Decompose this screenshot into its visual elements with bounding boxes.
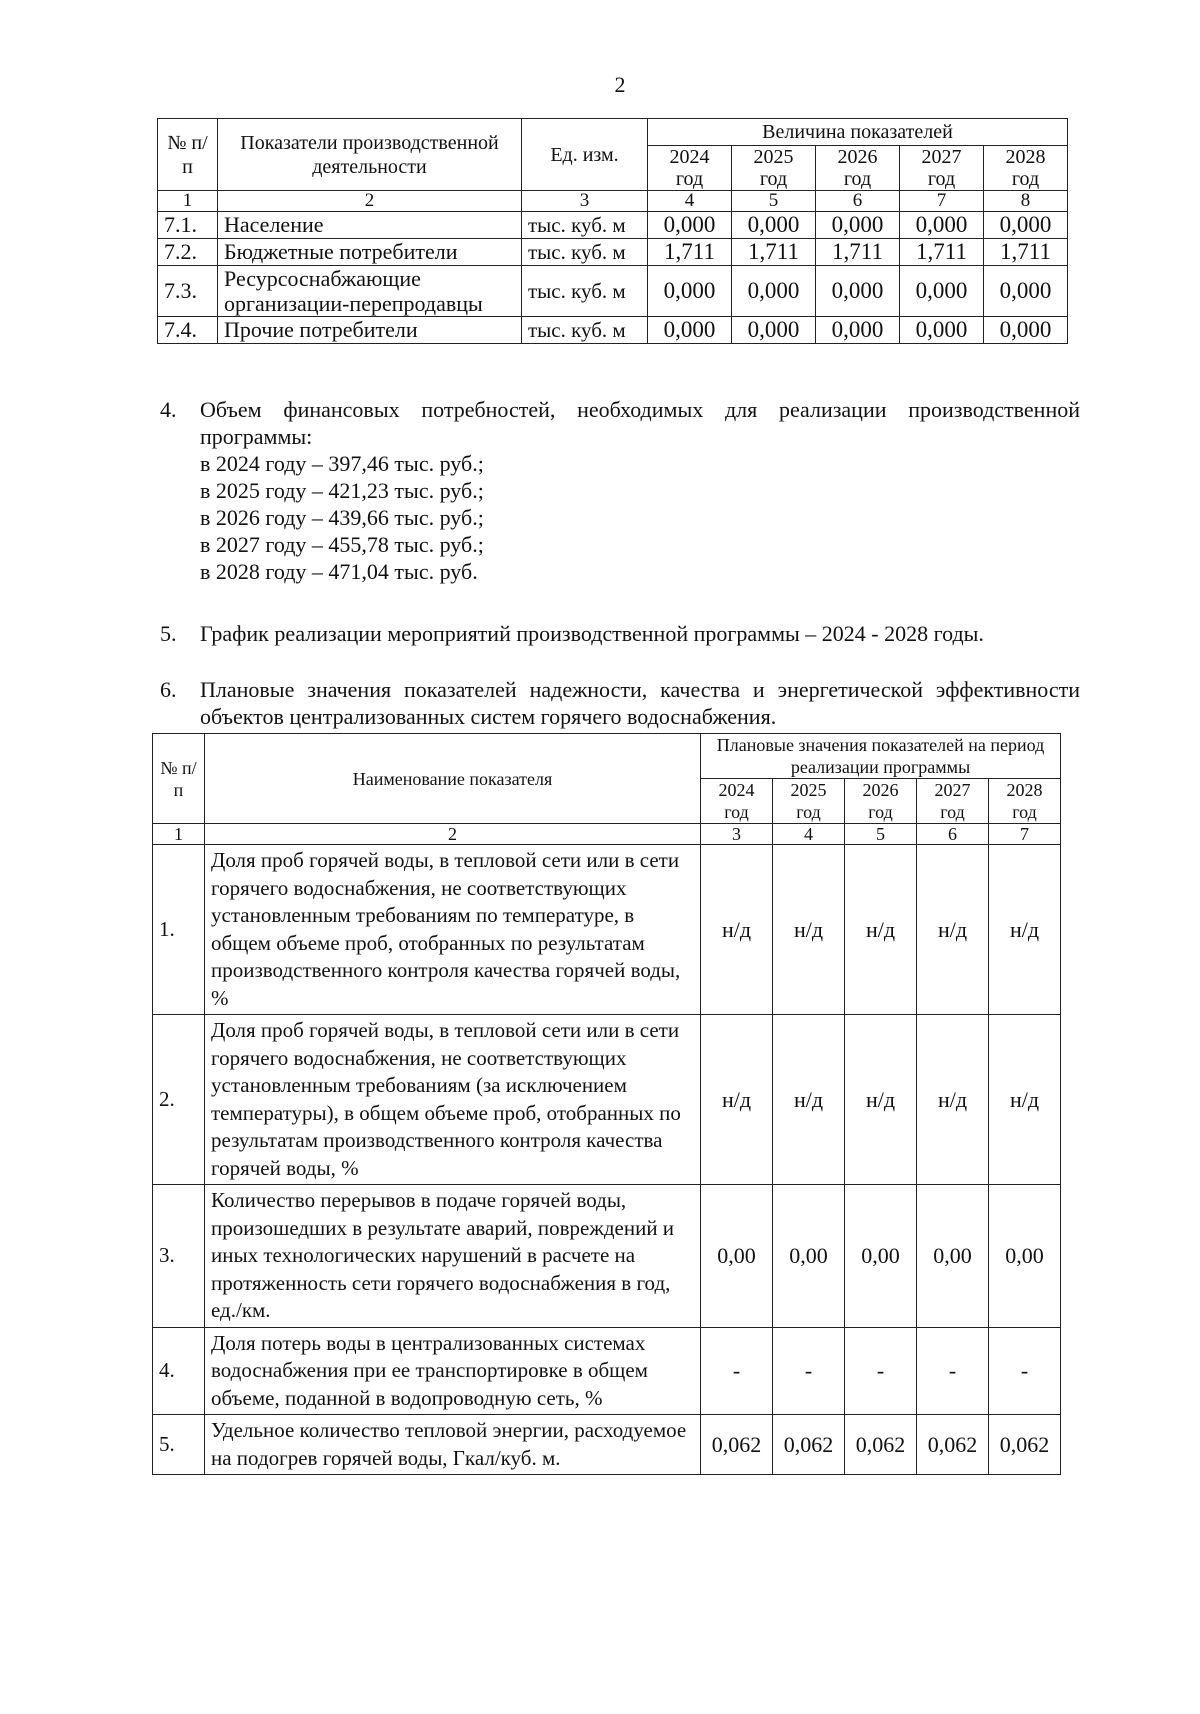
financial-year-line: в 2028 году – 471,04 тыс. руб. xyxy=(200,559,478,584)
section-5 xyxy=(160,620,1080,647)
row-num: 2. xyxy=(153,1015,205,1185)
row-value: 0,000 xyxy=(732,212,816,239)
section-4 xyxy=(160,396,1080,585)
row-unit: тыс. куб. м xyxy=(522,317,648,344)
row-value: 0,000 xyxy=(984,266,1068,317)
t1-header-year: 2027 год xyxy=(900,146,984,191)
row-value: н/д xyxy=(773,845,845,1015)
financial-year-line: в 2025 году – 421,23 тыс. руб.; xyxy=(200,478,484,503)
t1-header-year: 2025 год xyxy=(732,146,816,191)
t1-index-cell: 4 xyxy=(648,191,732,212)
row-value: - xyxy=(773,1327,845,1415)
t2-index-cell: 2 xyxy=(205,824,701,845)
row-unit: тыс. куб. м xyxy=(522,212,648,239)
row-value: 0,000 xyxy=(648,266,732,317)
table-row xyxy=(153,1415,1061,1475)
t1-index-cell: 1 xyxy=(158,191,218,212)
row-value: н/д xyxy=(989,1015,1061,1185)
row-name: Население xyxy=(218,212,522,239)
row-value: 0,00 xyxy=(773,1185,845,1328)
table-row xyxy=(153,845,1061,1015)
section-4-number: 4. xyxy=(160,397,177,422)
t1-header-year: 2028 год xyxy=(984,146,1068,191)
row-value: 0,000 xyxy=(900,212,984,239)
t2-header-values-group: Плановые значения показателей на период реализации программы xyxy=(701,734,1061,779)
row-value: 0,062 xyxy=(773,1415,845,1475)
row-value: 0,000 xyxy=(732,317,816,344)
row-value: 1,711 xyxy=(900,239,984,266)
row-value: 0,00 xyxy=(845,1185,917,1328)
t1-index-cell: 7 xyxy=(900,191,984,212)
row-value: 1,711 xyxy=(984,239,1068,266)
section-6-number: 6. xyxy=(160,677,177,702)
row-name: Удельное количество тепловой энергии, расходуемое на подогрев горячей воды, Гкал/куб. м. xyxy=(205,1415,701,1475)
financial-year-line: в 2026 году – 439,66 тыс. руб.; xyxy=(200,505,484,530)
section-5-number: 5. xyxy=(160,621,177,646)
row-value: 0,000 xyxy=(816,266,900,317)
table-row xyxy=(158,317,1068,344)
row-value: 0,062 xyxy=(989,1415,1061,1475)
row-value: 0,062 xyxy=(701,1415,773,1475)
row-value: 0,000 xyxy=(984,212,1068,239)
table-row xyxy=(158,239,1068,266)
row-name: Доля потерь воды в централизованных системах водоснабжения при ее транспортировке в общем объеме, поданной в водопроводную сеть, % xyxy=(205,1327,701,1415)
t1-index-cell: 8 xyxy=(984,191,1068,212)
row-name: Бюджетные потребители xyxy=(218,239,522,266)
row-value: 1,711 xyxy=(732,239,816,266)
financial-year-line: в 2024 году – 397,46 тыс. руб.; xyxy=(200,451,484,476)
section-6 xyxy=(160,676,1080,730)
row-num: 4. xyxy=(153,1327,205,1415)
t2-index-cell: 5 xyxy=(845,824,917,845)
row-value: 0,000 xyxy=(984,317,1068,344)
row-name: Ресурсоснабжающие организации-перепродавцы xyxy=(218,266,522,317)
t2-header-year: 2025 год xyxy=(773,779,845,824)
t1-header-year: 2024 год xyxy=(648,146,732,191)
section-4-text: Объем финансовых потребностей, необходимых для реализации производственной программы: xyxy=(200,397,1080,449)
t1-header-year: 2026 год xyxy=(816,146,900,191)
row-unit: тыс. куб. м xyxy=(522,266,648,317)
t1-index-cell: 6 xyxy=(816,191,900,212)
row-name: Прочие потребители xyxy=(218,317,522,344)
t1-header-name: Показатели производственной деятельности xyxy=(218,119,522,191)
production-indicators-table xyxy=(157,118,1068,344)
t1-header-values-group: Величина показателей xyxy=(648,119,1068,146)
t2-header-year: 2024 год xyxy=(701,779,773,824)
t1-index-cell: 5 xyxy=(732,191,816,212)
row-value: 0,00 xyxy=(989,1185,1061,1328)
row-name: Доля проб горячей воды, в тепловой сети или в сети горячего водоснабжения, не соответствующих установленным требованиям по температуре, в общем объеме проб, отобранных по результатам производственного контроля качества горячей воды, % xyxy=(205,845,701,1015)
row-num: 7.1. xyxy=(158,212,218,239)
row-value: н/д xyxy=(917,1015,989,1185)
row-value: н/д xyxy=(845,1015,917,1185)
t2-index-cell: 6 xyxy=(917,824,989,845)
section-6-text: Плановые значения показателей надежности, качества и энергетической эффективности объектов централизованных систем горячего водоснабжения. xyxy=(200,677,1080,729)
section-5-text: График реализации мероприятий производственной программы – 2024 - 2028 годы. xyxy=(200,621,984,646)
page-number: 2 xyxy=(614,72,626,97)
row-value: н/д xyxy=(701,1015,773,1185)
table-row xyxy=(153,1185,1061,1328)
row-num: 1. xyxy=(153,845,205,1015)
row-value: - xyxy=(845,1327,917,1415)
row-value: 0,00 xyxy=(701,1185,773,1328)
t2-header-name: Наименование показателя xyxy=(205,734,701,824)
row-value: 0,000 xyxy=(816,317,900,344)
row-num: 7.2. xyxy=(158,239,218,266)
row-value: 0,000 xyxy=(732,266,816,317)
table-row xyxy=(153,1015,1061,1185)
t1-header-num: № п/п xyxy=(158,119,218,191)
row-value: н/д xyxy=(917,845,989,1015)
row-name: Количество перерывов в подаче горячей воды, произошедших в результате аварий, повреждений и иных технологических нарушений в расчете на протяженность сети горячего водоснабжения в год, ед./км. xyxy=(205,1185,701,1328)
row-value: 0,00 xyxy=(917,1185,989,1328)
row-value: 0,000 xyxy=(900,317,984,344)
t2-header-year: 2028 год xyxy=(989,779,1061,824)
row-num: 7.3. xyxy=(158,266,218,317)
table-row xyxy=(153,1327,1061,1415)
row-value: н/д xyxy=(989,845,1061,1015)
row-value: н/д xyxy=(701,845,773,1015)
row-value: - xyxy=(917,1327,989,1415)
row-num: 3. xyxy=(153,1185,205,1328)
row-value: 0,000 xyxy=(900,266,984,317)
row-value: 0,000 xyxy=(816,212,900,239)
row-value: 1,711 xyxy=(648,239,732,266)
row-value: н/д xyxy=(773,1015,845,1185)
t2-header-num: № п/п xyxy=(153,734,205,824)
table-row xyxy=(158,266,1068,317)
row-unit: тыс. куб. м xyxy=(522,239,648,266)
row-value: н/д xyxy=(845,845,917,1015)
row-value: - xyxy=(989,1327,1061,1415)
financial-year-line: в 2027 году – 455,78 тыс. руб.; xyxy=(200,532,484,557)
t2-index-cell: 4 xyxy=(773,824,845,845)
row-value: 0,000 xyxy=(648,212,732,239)
t2-header-year: 2026 год xyxy=(845,779,917,824)
t2-index-cell: 7 xyxy=(989,824,1061,845)
reliability-indicators-table xyxy=(152,733,1061,1475)
t2-index-cell: 3 xyxy=(701,824,773,845)
t2-header-year: 2027 год xyxy=(917,779,989,824)
row-name: Доля проб горячей воды, в тепловой сети или в сети горячего водоснабжения, не соответствующих установленным требованиям (за исключением температуры), в общем объеме проб, отобранных по результатам производственного контроля качества горячей воды, % xyxy=(205,1015,701,1185)
t1-index-cell: 3 xyxy=(522,191,648,212)
row-num: 5. xyxy=(153,1415,205,1475)
row-value: 1,711 xyxy=(816,239,900,266)
t2-index-cell: 1 xyxy=(153,824,205,845)
row-num: 7.4. xyxy=(158,317,218,344)
row-value: 0,000 xyxy=(648,317,732,344)
row-value: 0,062 xyxy=(917,1415,989,1475)
t1-index-cell: 2 xyxy=(218,191,522,212)
t1-header-unit: Ед. изм. xyxy=(522,119,648,191)
table-row xyxy=(158,212,1068,239)
row-value: 0,062 xyxy=(845,1415,917,1475)
row-value: - xyxy=(701,1327,773,1415)
